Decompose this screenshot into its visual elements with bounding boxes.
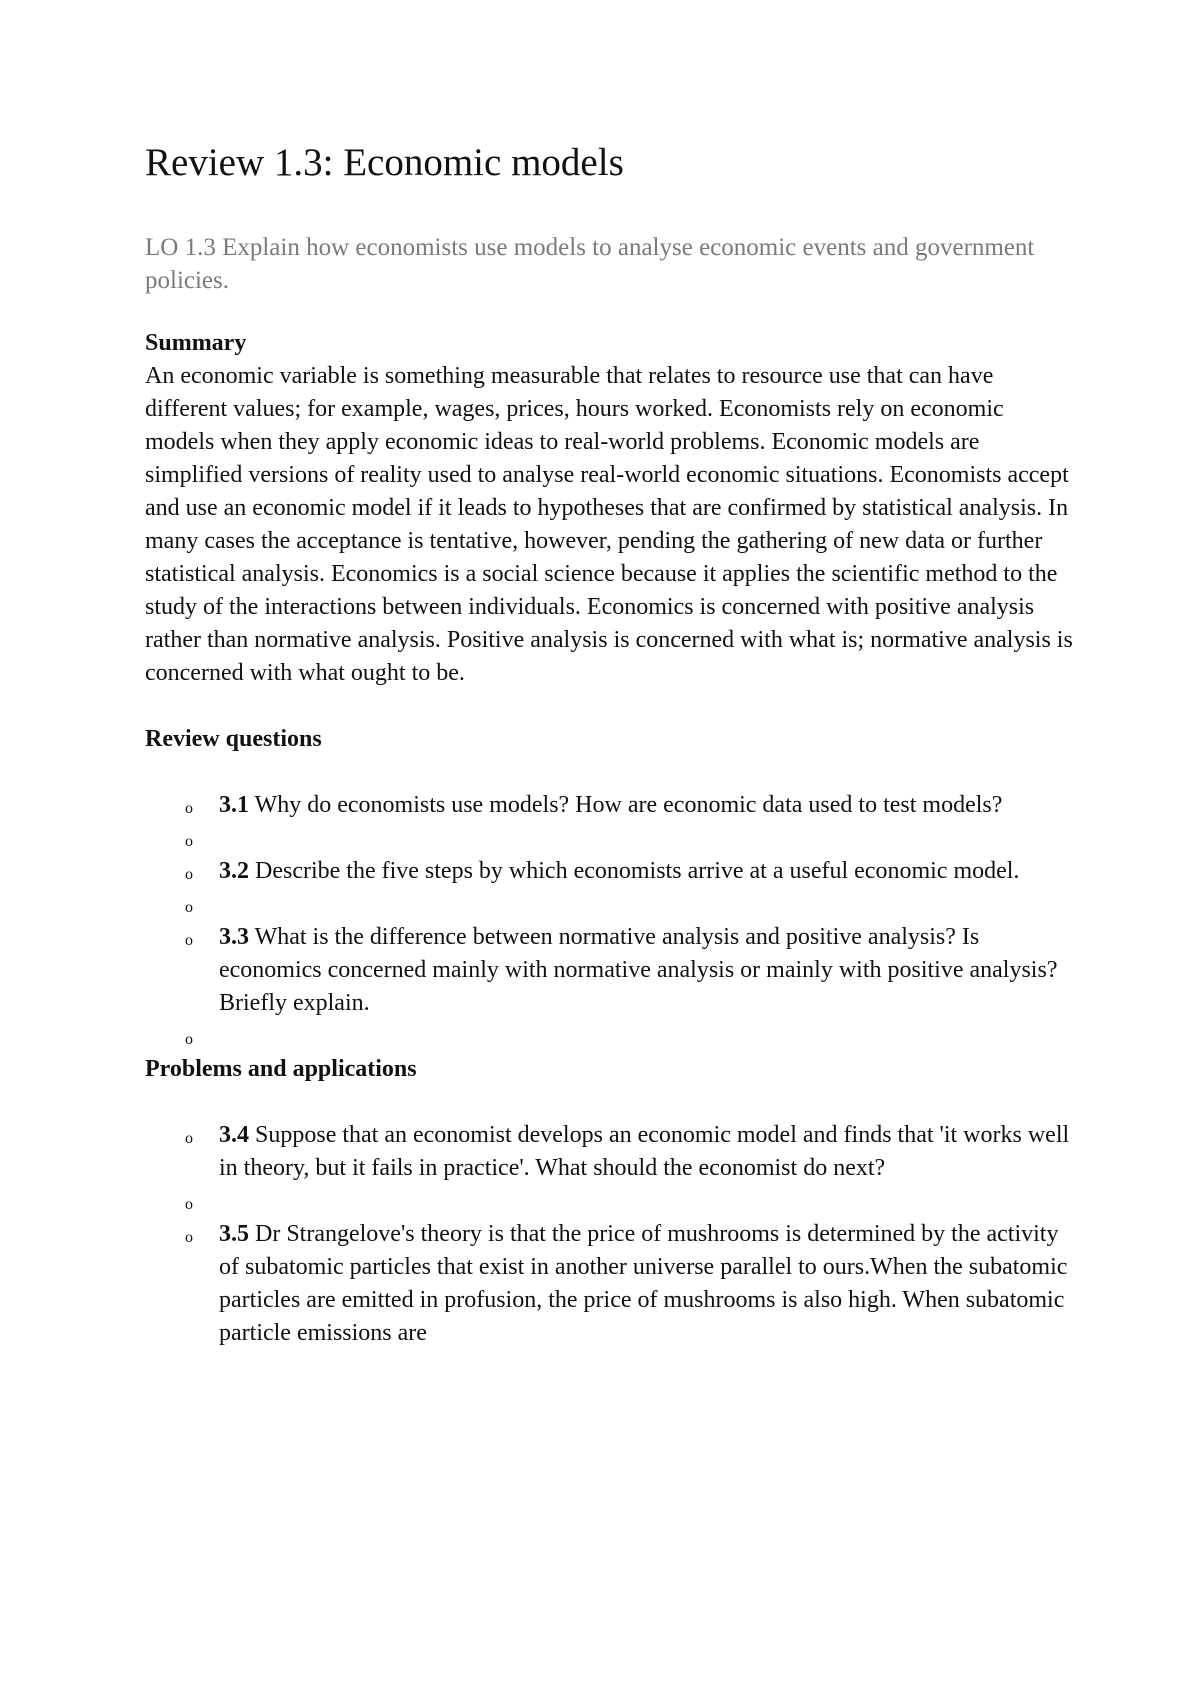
document-content [145,140,1075,1350]
bullet-icon: o [185,832,193,850]
problem-number: 3.4 [219,1121,249,1148]
list-item [145,1119,1075,1185]
summary-text: An economic variable is something measurable that relates to resource use that can have different values; for example, wages, prices, hours worked. Economists rely on economic models when they apply economic ideas to real-world problems. Economic models are simplified versions of reality used to analyse real-world economic situations. Economists accept and use an economic model if it leads to hypotheses that are confirmed by statistical analysis. In many cases the acceptance is tentative, however, pending the gathering of new data or further statistical analysis. Economics is a social science because it applies the scientific method to the study of the interactions between individuals. Economics is concerned with positive analysis rather than normative analysis. Positive analysis is concerned with what is; normative analysis is concerned with what ought to be. [145,362,1073,686]
list-item [145,789,1075,822]
list-item [145,1020,1075,1053]
bullet-icon: o [185,799,193,817]
problems-heading: Problems and applications [145,1055,417,1082]
problem-number: 3.5 [219,1220,249,1247]
question-text: Describe the five steps by which economists arrive at a useful economic model. [249,857,1020,884]
bullet-icon: o [185,1195,193,1213]
summary-heading: Summary [145,329,247,356]
list-item [145,1185,1075,1218]
question-number: 3.3 [219,923,249,950]
list-item [145,888,1075,921]
question-text: What is the difference between normative analysis and positive analysis? Is economics concerned mainly with normative analysis or mainly with positive analysis? Briefly explain. [219,923,1058,1016]
page-title: Review 1.3: Economic models [145,141,624,184]
problem-text: Dr Strangelove's theory is that the price of mushrooms is determined by the activity of subatomic particles that exist in another universe parallel to ours.When the subatomic particles are emitted in profusion, the price of mushrooms is also high. When subatomic particle emissions are [219,1220,1068,1346]
question-number: 3.1 [219,791,249,818]
list-item [145,822,1075,855]
bullet-icon: o [185,865,193,883]
list-item [145,921,1075,1020]
review-questions-heading: Review questions [145,725,322,752]
question-number: 3.2 [219,857,249,884]
bullet-icon: o [185,1228,193,1246]
problem-text: Suppose that an economist develops an economic model and finds that 'it works well in theory, but it fails in practice'. What should the economist do next? [219,1121,1070,1181]
problems-list [145,1119,1075,1350]
learning-objective: LO 1.3 Explain how economists use models to analyse economic events and government policies. [145,233,1035,294]
bullet-icon: o [185,931,193,949]
bullet-icon: o [185,1030,193,1048]
bullet-icon: o [185,898,193,916]
list-item [145,1218,1075,1350]
bullet-icon: o [185,1129,193,1147]
review-questions-list [145,789,1075,1053]
list-item [145,855,1075,888]
question-text: Why do economists use models? How are economic data used to test models? [249,791,1003,818]
